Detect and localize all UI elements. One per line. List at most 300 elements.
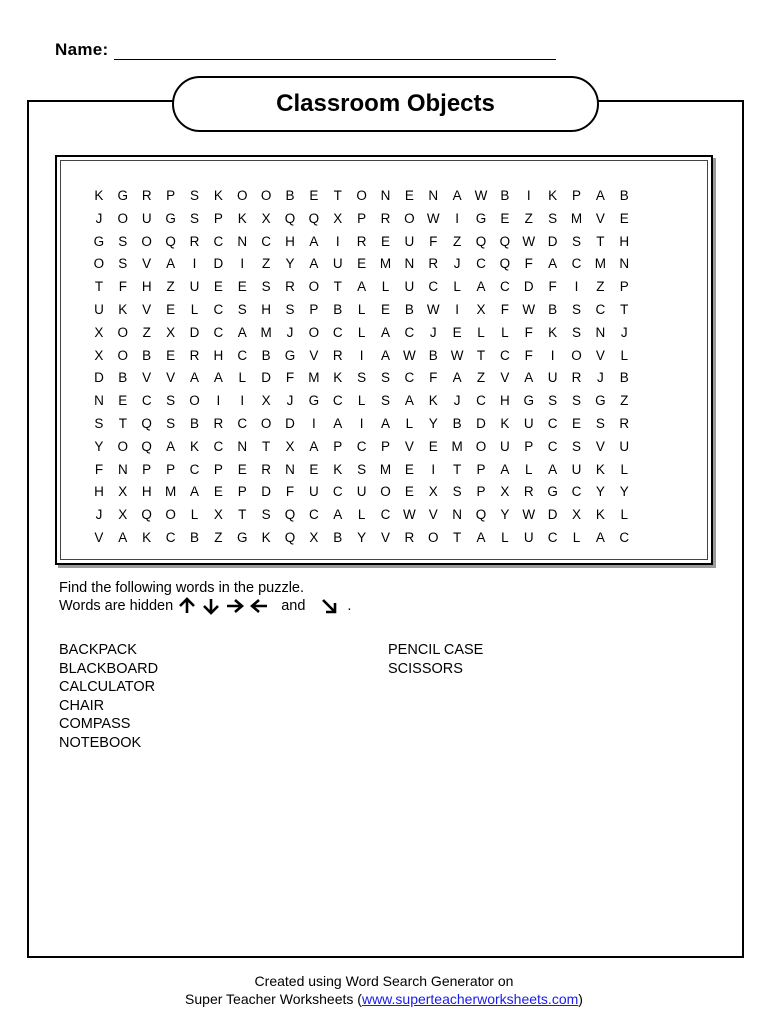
grid-letter[interactable]: V — [309, 347, 319, 363]
grid-letter[interactable]: L — [525, 461, 533, 477]
grid-letter[interactable]: Q — [499, 256, 511, 272]
grid-letter[interactable]: E — [309, 461, 319, 477]
grid-letter[interactable]: A — [452, 187, 462, 203]
grid-letter[interactable]: T — [453, 530, 462, 546]
grid-letter[interactable]: O — [189, 393, 200, 409]
grid-letter[interactable]: C — [332, 484, 343, 500]
grid-letter[interactable]: L — [238, 370, 246, 386]
grid-letter[interactable]: J — [453, 393, 461, 409]
grid-letter[interactable]: A — [309, 438, 319, 454]
grid-letter[interactable]: F — [429, 370, 438, 386]
grid-letter[interactable]: M — [379, 461, 392, 477]
grid-letter[interactable]: M — [594, 256, 607, 272]
grid-letter[interactable]: S — [118, 233, 128, 249]
grid-letter[interactable]: S — [261, 279, 271, 295]
grid-letter[interactable]: S — [380, 393, 390, 409]
grid-letter[interactable]: R — [285, 279, 295, 295]
grid-letter[interactable]: A — [548, 256, 558, 272]
grid-letter[interactable]: K — [548, 187, 558, 203]
grid-letter[interactable]: L — [620, 347, 629, 363]
grid-letter[interactable]: T — [118, 416, 127, 432]
grid-letter[interactable]: O — [308, 279, 320, 295]
grid-letter[interactable]: L — [190, 301, 199, 317]
grid-letter[interactable]: B — [333, 301, 343, 317]
grid-letter[interactable]: C — [619, 530, 630, 546]
grid-letter[interactable]: E — [404, 461, 414, 477]
grid-letter[interactable]: K — [595, 461, 605, 477]
grid-letter[interactable]: C — [141, 393, 152, 409]
grid-letter[interactable]: R — [189, 233, 200, 249]
grid-letter[interactable]: Q — [475, 507, 487, 523]
grid-letter[interactable]: A — [404, 393, 414, 409]
grid-letter[interactable]: E — [380, 233, 390, 249]
grid-letter[interactable]: B — [189, 530, 199, 546]
grid-letter[interactable]: A — [189, 484, 199, 500]
grid-letter[interactable]: P — [237, 484, 247, 500]
grid-letter[interactable]: S — [572, 324, 582, 340]
grid-letter[interactable]: O — [117, 324, 129, 340]
grid-letter[interactable]: C — [213, 324, 224, 340]
grid-letter[interactable]: L — [357, 301, 366, 317]
grid-letter[interactable]: P — [213, 210, 223, 226]
grid-letter[interactable]: S — [94, 416, 104, 432]
grid-letter[interactable]: N — [452, 507, 462, 523]
grid-letter[interactable]: I — [526, 187, 531, 203]
grid-letter[interactable]: X — [118, 484, 128, 500]
grid-letter[interactable]: E — [309, 187, 319, 203]
grid-letter[interactable]: Y — [619, 484, 629, 500]
grid-letter[interactable]: P — [524, 438, 534, 454]
grid-letter[interactable]: L — [453, 279, 461, 295]
grid-letter[interactable]: A — [380, 416, 390, 432]
grid-letter[interactable]: Q — [284, 507, 296, 523]
grid-letter[interactable]: D — [547, 233, 558, 249]
grid-letter[interactable]: K — [333, 370, 343, 386]
grid-letter[interactable]: A — [213, 370, 223, 386]
grid-letter[interactable]: V — [94, 530, 104, 546]
grid-letter[interactable]: X — [333, 210, 343, 226]
grid-letter[interactable]: R — [141, 187, 152, 203]
grid-letter[interactable]: I — [455, 210, 460, 226]
grid-letter[interactable]: J — [95, 210, 103, 226]
grid-letter[interactable]: I — [311, 416, 316, 432]
grid-letter[interactable]: O — [475, 438, 487, 454]
grid-letter[interactable]: O — [117, 347, 129, 363]
grid-letter[interactable]: P — [166, 187, 176, 203]
grid-letter[interactable]: I — [240, 393, 245, 409]
grid-letter[interactable]: H — [141, 484, 152, 500]
grid-letter[interactable]: M — [570, 210, 583, 226]
grid-letter[interactable]: O — [356, 187, 367, 203]
grid-letter[interactable]: C — [237, 347, 248, 363]
grid-letter[interactable]: E — [619, 210, 629, 226]
grid-letter[interactable]: L — [477, 324, 485, 340]
grid-letter[interactable]: D — [476, 416, 486, 432]
grid-letter[interactable]: X — [118, 507, 128, 523]
grid-letter[interactable]: C — [476, 393, 486, 409]
grid-letter[interactable]: T — [333, 279, 342, 295]
grid-letter[interactable]: A — [380, 324, 390, 340]
grid-letter[interactable]: K — [94, 187, 104, 203]
grid-letter[interactable]: K — [333, 461, 343, 477]
grid-letter[interactable]: N — [117, 461, 128, 477]
grid-letter[interactable]: A — [333, 507, 343, 523]
grid-letter[interactable]: Q — [284, 210, 296, 226]
grid-letter[interactable]: G — [284, 347, 296, 363]
grid-letter[interactable]: F — [429, 233, 438, 249]
grid-letter[interactable]: S — [548, 210, 558, 226]
grid-letter[interactable]: S — [572, 233, 582, 249]
grid-letter[interactable]: O — [236, 187, 248, 203]
grid-letter[interactable]: K — [548, 324, 558, 340]
grid-letter[interactable]: L — [381, 279, 390, 295]
grid-letter[interactable]: P — [213, 461, 223, 477]
grid-letter[interactable]: W — [450, 347, 464, 363]
grid-letter[interactable]: T — [333, 187, 342, 203]
grid-letter[interactable]: C — [547, 416, 558, 432]
grid-letter[interactable]: U — [356, 484, 367, 500]
grid-letter[interactable]: K — [237, 210, 247, 226]
grid-letter[interactable]: W — [522, 301, 536, 317]
grid-letter[interactable]: L — [572, 530, 581, 546]
grid-letter[interactable]: V — [404, 438, 414, 454]
grid-letter[interactable]: A — [237, 324, 247, 340]
grid-letter[interactable]: O — [165, 507, 176, 523]
grid-letter[interactable]: F — [500, 301, 510, 317]
grid-letter[interactable]: C — [500, 279, 510, 295]
grid-letter[interactable]: F — [285, 370, 295, 386]
grid-letter[interactable]: O — [260, 416, 272, 432]
grid-letter[interactable]: O — [404, 210, 415, 226]
grid-letter[interactable]: T — [261, 438, 271, 454]
grid-letter[interactable]: C — [547, 438, 558, 454]
grid-letter[interactable]: C — [165, 530, 176, 546]
grid-letter[interactable]: H — [500, 393, 510, 409]
grid-letter[interactable]: J — [286, 324, 294, 340]
grid-letter[interactable]: C — [404, 324, 415, 340]
grid-letter[interactable]: O — [260, 187, 272, 203]
grid-letter[interactable]: I — [455, 301, 460, 317]
grid-letter[interactable]: X — [261, 210, 271, 226]
grid-letter[interactable]: L — [357, 324, 366, 340]
grid-letter[interactable]: C — [213, 438, 224, 454]
grid-letter[interactable]: R — [332, 347, 343, 363]
grid-letter[interactable]: O — [427, 530, 439, 546]
grid-letter[interactable]: P — [380, 438, 390, 454]
grid-letter[interactable]: W — [426, 301, 440, 317]
grid-letter[interactable]: S — [548, 393, 558, 409]
grid-letter[interactable]: B — [285, 187, 295, 203]
grid-letter[interactable]: Z — [596, 279, 605, 295]
grid-letter[interactable]: K — [500, 416, 510, 432]
grid-letter[interactable]: S — [357, 370, 367, 386]
grid-letter[interactable]: G — [165, 210, 176, 226]
grid-letter[interactable]: J — [620, 324, 628, 340]
grid-letter[interactable]: U — [332, 256, 343, 272]
grid-letter[interactable]: S — [572, 438, 582, 454]
grid-letter[interactable]: P — [166, 461, 176, 477]
grid-letter[interactable]: C — [332, 393, 343, 409]
grid-letter[interactable]: R — [356, 233, 367, 249]
grid-letter[interactable]: Y — [595, 484, 605, 500]
grid-letter[interactable]: U — [94, 301, 104, 317]
grid-letter[interactable]: U — [189, 279, 200, 295]
grid-letter[interactable]: C — [380, 507, 391, 523]
grid-letter[interactable]: J — [95, 507, 103, 523]
grid-letter[interactable]: H — [261, 301, 271, 317]
grid-letter[interactable]: K — [118, 301, 128, 317]
grid-letter[interactable]: N — [285, 461, 295, 477]
grid-letter[interactable]: E — [572, 416, 582, 432]
grid-letter[interactable]: A — [476, 279, 486, 295]
grid-letter[interactable]: O — [117, 438, 129, 454]
grid-letter[interactable]: G — [93, 233, 105, 249]
grid-letter[interactable]: L — [501, 324, 509, 340]
grid-letter[interactable]: S — [237, 301, 247, 317]
grid-letter[interactable]: A — [452, 370, 462, 386]
grid-letter[interactable]: N — [380, 187, 391, 203]
grid-letter[interactable]: A — [357, 279, 367, 295]
grid-letter[interactable]: K — [595, 507, 605, 523]
grid-letter[interactable]: S — [189, 187, 199, 203]
grid-letter[interactable]: C — [332, 324, 343, 340]
grid-letter[interactable]: E — [452, 324, 462, 340]
grid-letter[interactable]: E — [404, 484, 414, 500]
grid-letter[interactable]: L — [501, 530, 509, 546]
grid-letter[interactable]: R — [404, 530, 415, 546]
grid-letter[interactable]: V — [500, 370, 510, 386]
grid-letter[interactable]: L — [620, 507, 629, 523]
grid-letter[interactable]: T — [94, 279, 104, 295]
grid-letter[interactable]: C — [261, 233, 271, 249]
grid-letter[interactable]: E — [166, 301, 176, 317]
grid-letter[interactable]: E — [237, 461, 247, 477]
grid-letter[interactable]: R — [213, 416, 224, 432]
grid-letter[interactable]: F — [548, 279, 557, 295]
grid-letter[interactable]: P — [333, 438, 343, 454]
grid-letter[interactable]: E — [213, 484, 223, 500]
grid-letter[interactable]: W — [403, 507, 416, 523]
grid-letter[interactable]: V — [142, 301, 152, 317]
grid-letter[interactable]: X — [476, 301, 486, 317]
grid-letter[interactable]: F — [94, 461, 104, 477]
grid-letter[interactable]: P — [142, 461, 152, 477]
grid-letter[interactable]: G — [547, 484, 558, 500]
grid-letter[interactable]: Q — [141, 416, 152, 432]
grid-letter[interactable]: O — [141, 233, 152, 249]
grid-letter[interactable]: C — [356, 438, 367, 454]
grid-letter[interactable]: X — [285, 438, 295, 454]
grid-letter[interactable]: C — [571, 256, 582, 272]
grid-letter[interactable]: L — [357, 393, 366, 409]
grid-letter[interactable]: M — [451, 438, 463, 454]
grid-letter[interactable]: J — [453, 256, 461, 272]
grid-letter[interactable]: S — [380, 370, 390, 386]
grid-letter[interactable]: B — [404, 301, 414, 317]
name-field[interactable] — [114, 43, 556, 60]
grid-letter[interactable]: B — [118, 370, 128, 386]
grid-letter[interactable]: F — [524, 256, 533, 272]
grid-letter[interactable]: C — [571, 484, 582, 500]
grid-letter[interactable]: W — [522, 233, 536, 249]
grid-letter[interactable]: D — [285, 416, 295, 432]
grid-letter[interactable]: X — [261, 393, 271, 409]
grid-letter[interactable]: C — [428, 279, 439, 295]
grid-letter[interactable]: N — [404, 256, 415, 272]
grid-letter[interactable]: B — [261, 347, 271, 363]
grid-letter[interactable]: E — [380, 301, 390, 317]
grid-letter[interactable]: S — [166, 393, 176, 409]
grid-letter[interactable]: A — [476, 530, 486, 546]
grid-letter[interactable]: H — [285, 233, 295, 249]
grid-letter[interactable]: C — [237, 416, 248, 432]
grid-letter[interactable]: Y — [428, 416, 438, 432]
grid-letter[interactable]: L — [620, 461, 629, 477]
grid-letter[interactable]: B — [619, 370, 629, 386]
grid-letter[interactable]: M — [379, 256, 392, 272]
grid-letter[interactable]: E — [404, 187, 414, 203]
grid-letter[interactable]: W — [474, 187, 488, 203]
grid-letter[interactable]: A — [166, 438, 176, 454]
grid-letter[interactable]: P — [572, 187, 582, 203]
grid-letter[interactable]: E — [118, 393, 128, 409]
grid-letter[interactable]: U — [547, 370, 558, 386]
grid-letter[interactable]: Y — [94, 438, 104, 454]
grid-letter[interactable]: I — [550, 347, 555, 363]
grid-letter[interactable]: G — [523, 393, 535, 409]
grid-letter[interactable]: X — [428, 484, 438, 500]
grid-letter[interactable]: Q — [165, 233, 176, 249]
grid-letter[interactable]: Q — [284, 530, 296, 546]
grid-letter[interactable]: S — [452, 484, 462, 500]
grid-letter[interactable]: R — [523, 484, 534, 500]
grid-letter[interactable]: C — [547, 530, 558, 546]
grid-letter[interactable]: A — [548, 461, 558, 477]
grid-letter[interactable]: J — [286, 393, 294, 409]
grid-letter[interactable]: O — [308, 324, 320, 340]
grid-letter[interactable]: O — [380, 484, 391, 500]
grid-letter[interactable]: C — [213, 233, 224, 249]
grid-letter[interactable]: I — [335, 233, 340, 249]
grid-letter[interactable]: S — [357, 461, 367, 477]
grid-letter[interactable]: X — [94, 324, 104, 340]
grid-letter[interactable]: U — [523, 416, 534, 432]
grid-letter[interactable]: E — [500, 210, 510, 226]
grid-letter[interactable]: E — [357, 256, 367, 272]
grid-letter[interactable]: X — [213, 507, 223, 523]
grid-letter[interactable]: D — [261, 484, 271, 500]
grid-letter[interactable]: R — [428, 256, 439, 272]
grid-letter[interactable]: N — [619, 256, 630, 272]
grid-letter[interactable]: U — [141, 210, 152, 226]
grid-letter[interactable]: T — [596, 233, 605, 249]
grid-letter[interactable]: A — [524, 370, 534, 386]
grid-letter[interactable]: N — [595, 324, 606, 340]
grid-letter[interactable]: F — [524, 324, 533, 340]
grid-letter[interactable]: V — [142, 256, 152, 272]
grid-letter[interactable]: U — [404, 233, 415, 249]
grid-letter[interactable]: B — [619, 187, 629, 203]
grid-letter[interactable]: B — [500, 187, 510, 203]
grid-letter[interactable]: E — [237, 279, 247, 295]
grid-letter[interactable]: O — [117, 210, 129, 226]
grid-letter[interactable]: W — [403, 347, 416, 363]
grid-letter[interactable]: D — [547, 507, 558, 523]
grid-letter[interactable]: A — [189, 370, 199, 386]
grid-letter[interactable]: I — [192, 256, 197, 272]
grid-letter[interactable]: T — [453, 461, 462, 477]
grid-letter[interactable]: I — [359, 347, 364, 363]
grid-letter[interactable]: K — [142, 530, 152, 546]
grid-letter[interactable]: H — [619, 233, 630, 249]
grid-letter[interactable]: H — [94, 484, 104, 500]
grid-letter[interactable]: M — [164, 484, 177, 500]
grid-letter[interactable]: A — [118, 530, 128, 546]
grid-letter[interactable]: N — [94, 393, 104, 409]
grid-letter[interactable]: Z — [214, 530, 223, 546]
grid-letter[interactable]: Z — [476, 370, 486, 386]
grid-letter[interactable]: Y — [357, 530, 367, 546]
grid-letter[interactable]: Q — [308, 210, 320, 226]
grid-letter[interactable]: D — [261, 370, 271, 386]
grid-letter[interactable]: H — [141, 279, 152, 295]
grid-letter[interactable]: A — [309, 256, 319, 272]
grid-letter[interactable]: K — [428, 393, 438, 409]
grid-letter[interactable]: A — [595, 530, 605, 546]
grid-letter[interactable]: X — [309, 530, 319, 546]
grid-letter[interactable]: R — [380, 210, 391, 226]
grid-letter[interactable]: L — [405, 416, 414, 432]
grid-letter[interactable]: V — [595, 347, 605, 363]
grid-letter[interactable]: V — [380, 530, 390, 546]
grid-letter[interactable]: S — [285, 301, 295, 317]
grid-letter[interactable]: A — [380, 347, 390, 363]
grid-letter[interactable]: V — [595, 210, 605, 226]
grid-letter[interactable]: L — [357, 507, 366, 523]
grid-letter[interactable]: K — [189, 438, 199, 454]
grid-letter[interactable]: E — [213, 279, 223, 295]
grid-letter[interactable]: G — [308, 393, 320, 409]
grid-letter[interactable]: I — [431, 461, 436, 477]
grid-letter[interactable]: O — [93, 256, 105, 272]
grid-letter[interactable]: X — [166, 324, 176, 340]
grid-letter[interactable]: A — [309, 233, 319, 249]
grid-letter[interactable]: V — [428, 507, 438, 523]
grid-letter[interactable]: B — [142, 347, 152, 363]
grid-letter[interactable]: R — [261, 461, 271, 477]
grid-letter[interactable]: Z — [620, 393, 629, 409]
grid-letter[interactable]: G — [117, 187, 129, 203]
grid-letter[interactable]: Q — [141, 438, 152, 454]
grid-letter[interactable]: O — [571, 347, 582, 363]
grid-letter[interactable]: B — [452, 416, 462, 432]
grid-letter[interactable]: T — [620, 301, 629, 317]
grid-letter[interactable]: C — [404, 370, 415, 386]
grid-letter[interactable]: I — [216, 393, 221, 409]
grid-letter[interactable]: U — [500, 438, 510, 454]
grid-letter[interactable]: R — [189, 347, 200, 363]
grid-letter[interactable]: B — [428, 347, 438, 363]
grid-letter[interactable]: S — [166, 416, 176, 432]
grid-letter[interactable]: Q — [141, 507, 152, 523]
grid-letter[interactable]: U — [571, 461, 582, 477]
grid-letter[interactable]: F — [285, 484, 295, 500]
grid-letter[interactable]: P — [476, 461, 486, 477]
grid-letter[interactable]: N — [237, 438, 248, 454]
grid-letter[interactable]: K — [213, 187, 223, 203]
grid-letter[interactable]: Y — [285, 256, 295, 272]
grid-letter[interactable]: S — [572, 301, 582, 317]
